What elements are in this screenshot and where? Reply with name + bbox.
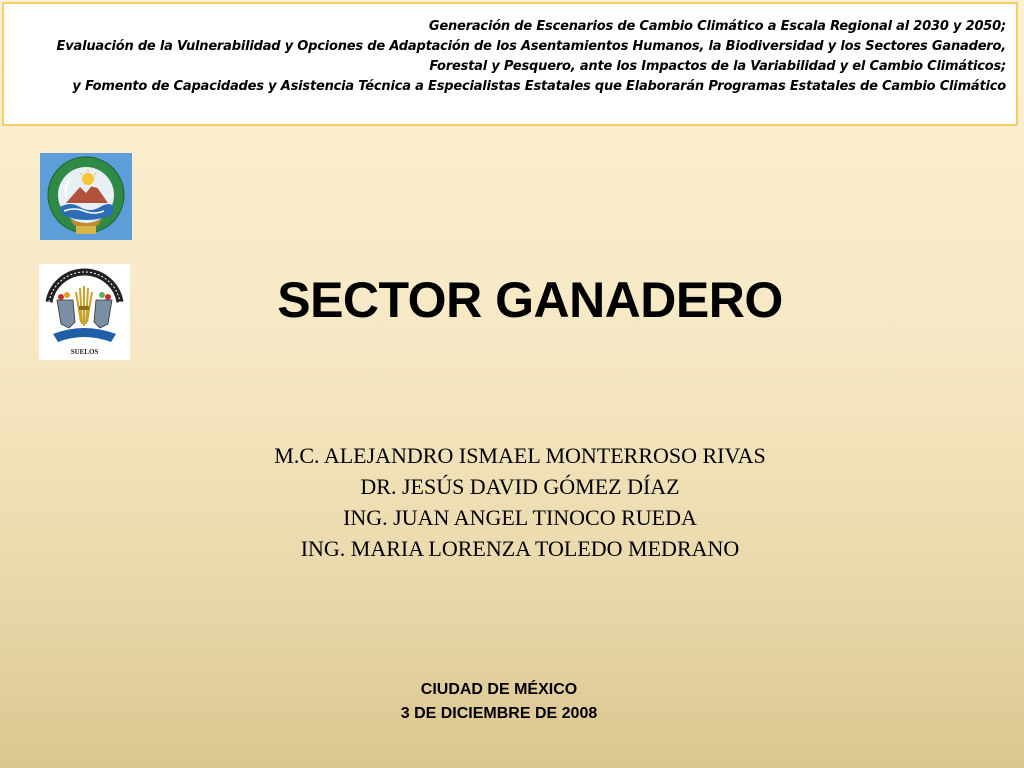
chapingo-soils-logo-icon [39, 264, 130, 360]
presentation-date: 3 DE DICIEMBRE DE 2008 [400, 705, 598, 722]
header-line-1: Generación de Escenarios de Cambio Climático a Escala Regional al 2030 y 2050; [428, 19, 1006, 34]
slide-title: SECTOR GANADERO [277, 272, 783, 328]
atmosphere-sciences-logo [40, 153, 132, 240]
chapingo-soils-logo [39, 264, 130, 360]
atmosphere-sciences-logo-icon [40, 153, 132, 240]
author-name: DR. JESÚS DAVID GÓMEZ DÍAZ [360, 474, 680, 499]
author-list [120, 440, 920, 564]
chapingo-logo-caption: SUELOS [70, 348, 99, 356]
project-header [2, 2, 1018, 126]
author-name: ING. MARIA LORENZA TOLEDO MEDRANO [300, 536, 740, 561]
author-name: ING. JUAN ANGEL TINOCO RUEDA [343, 505, 697, 530]
location-city: CIUDAD DE MÉXICO [420, 681, 578, 698]
author-name: M.C. ALEJANDRO ISMAEL MONTERROSO RIVAS [274, 443, 766, 468]
header-line-2: Evaluación de la Vulnerabilidad y Opciones de Adaptación de los Asentamientos Humanos, la Biodiversidad y los Sectores Ganadero, Forestal y Pesquero, ante los Impactos de la Variabilidad y el Cambio Climáticos; [56, 39, 1006, 74]
location-date [300, 678, 698, 726]
header-line-3: y Fomento de Capacidades y Asistencia Técnica a Especialistas Estatales que Elaborarán Programas Estatales de Cambio Climático [72, 79, 1006, 94]
